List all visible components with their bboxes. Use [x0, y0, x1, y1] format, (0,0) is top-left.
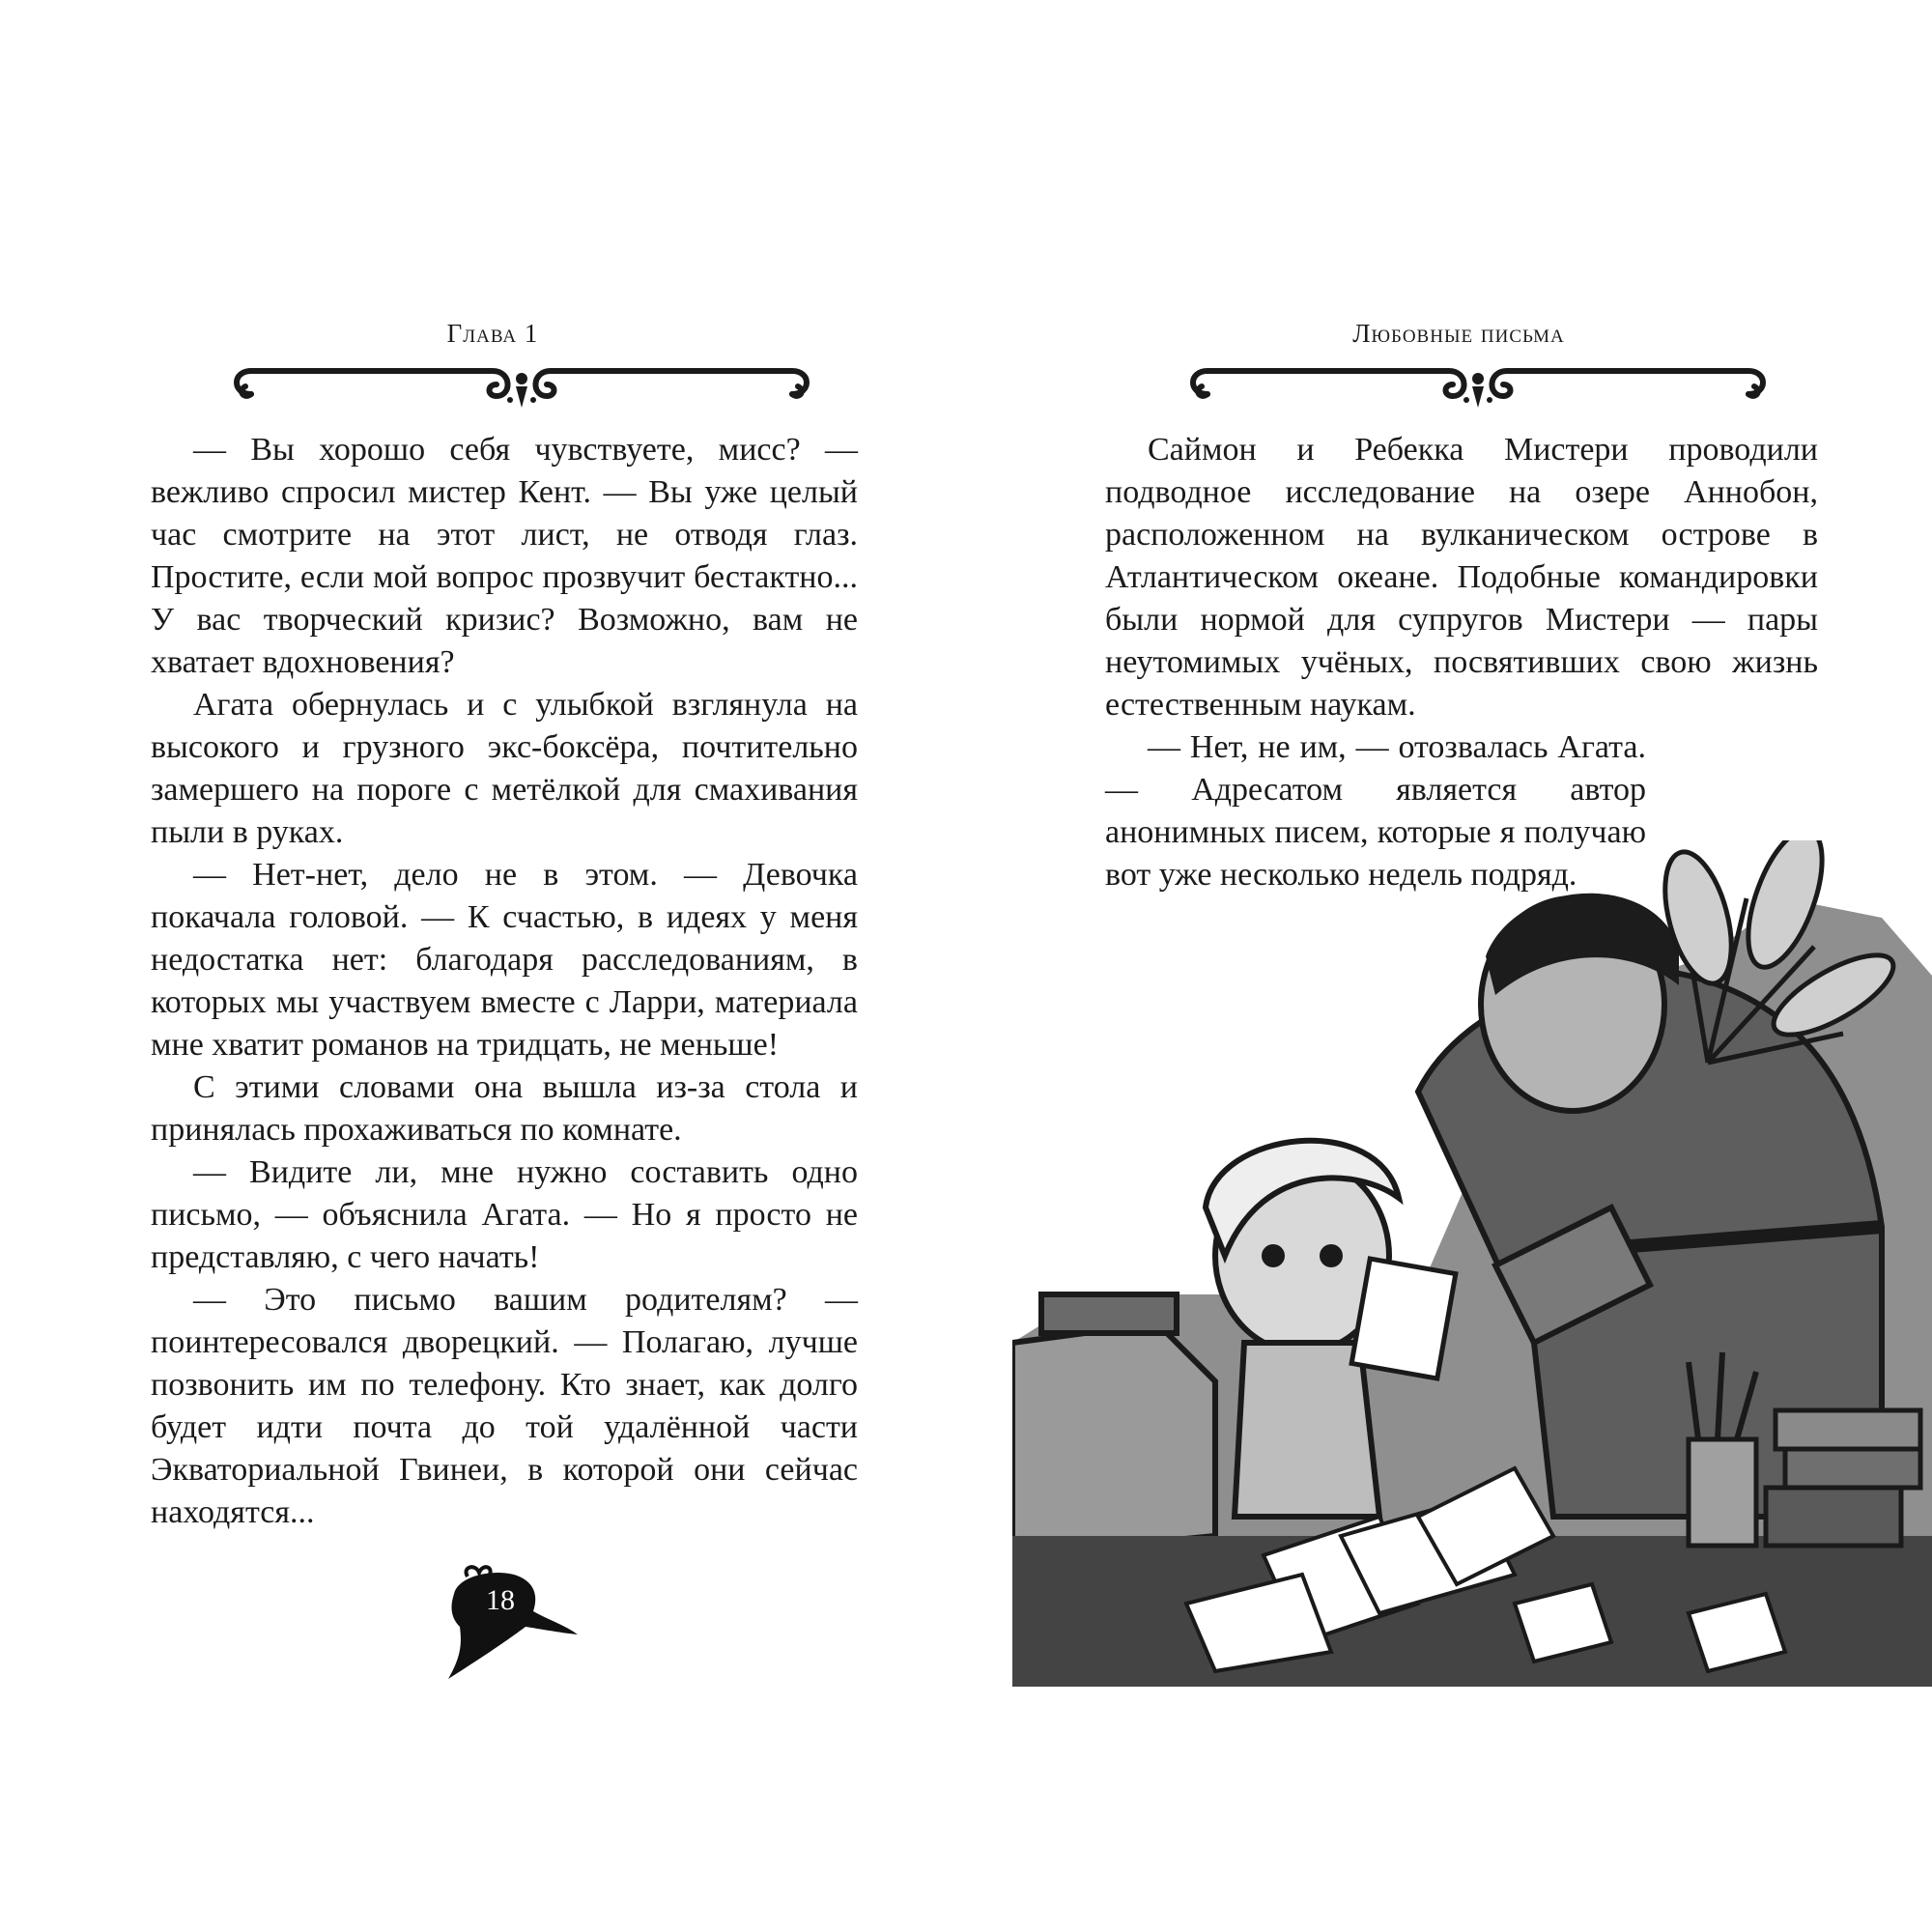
right-page	[966, 0, 1932, 1932]
paragraph: — Это письмо вашим родителям? — поинтересовался дворецкий. — Полагаю, лучше позвонить им по телефону. Кто знает, как долго будет идти почта до той удалённой части Экваториальной Гвинеи, в которой они сейчас находятся...	[151, 1282, 858, 1530]
chapter-ornament	[222, 357, 821, 415]
illustration-agatha-and-butler	[1012, 840, 1932, 1687]
paragraph: Агата обернулась и с улыбкой взглянула на высокого и грузного экс-боксёра, почтительно замершего на пороге с метёлкой для смахивания пыли в руках.	[151, 687, 858, 850]
hat-silhouette-icon	[433, 1555, 587, 1690]
paragraph: — Нет, не им, — отозвалась Агата. — Адресатом является автор анонимных писем, которые я получаю вот уже несколько недель подряд.	[1105, 729, 1646, 893]
running-head-title: Любовные письма	[1352, 319, 1565, 348]
right-page-text	[1105, 429, 1818, 896]
page-number: 18	[486, 1584, 515, 1616]
paragraph: — Нет-нет, дело не в этом. — Девочка покачала головой. — К счастью, в идеях у меня недостатка нет: благодаря расследованиям, в которых мы участвуем вместе с Ларри, материала мне хватит романов на тридцать, не меньше!	[151, 857, 858, 1063]
paragraph: Саймон и Ребекка Мистери проводили подводное исследование на озере Аннобон, расположенном на вулканическом острове в Атлантическом океане. Подобные командировки были нормой для супругов Мистери — пары неутомимых учёных, посвятивших свою жизнь естественным наукам.	[1105, 432, 1818, 723]
left-page-text	[151, 429, 858, 1534]
paragraph: — Вы хорошо себя чувствуете, мисс? — вежливо спросил мистер Кент. — Вы уже целый час смотрите на этот лист, не отводя глаз. Простите, если мой вопрос прозвучит бестактно... У вас творческий кризис? Возможно, вам не хватает вдохновения?	[151, 432, 858, 680]
page-number-badge	[433, 1555, 587, 1690]
chapter-ornament	[1179, 357, 1777, 415]
paragraph: — Видите ли, мне нужно составить одно письмо, — объяснила Агата. — Но я просто не представляю, с чего начать!	[151, 1154, 858, 1275]
paragraph: С этими словами она вышла из-за стола и принялась прохаживаться по комнате.	[151, 1069, 858, 1148]
running-head-chapter: Глава 1	[446, 319, 539, 348]
